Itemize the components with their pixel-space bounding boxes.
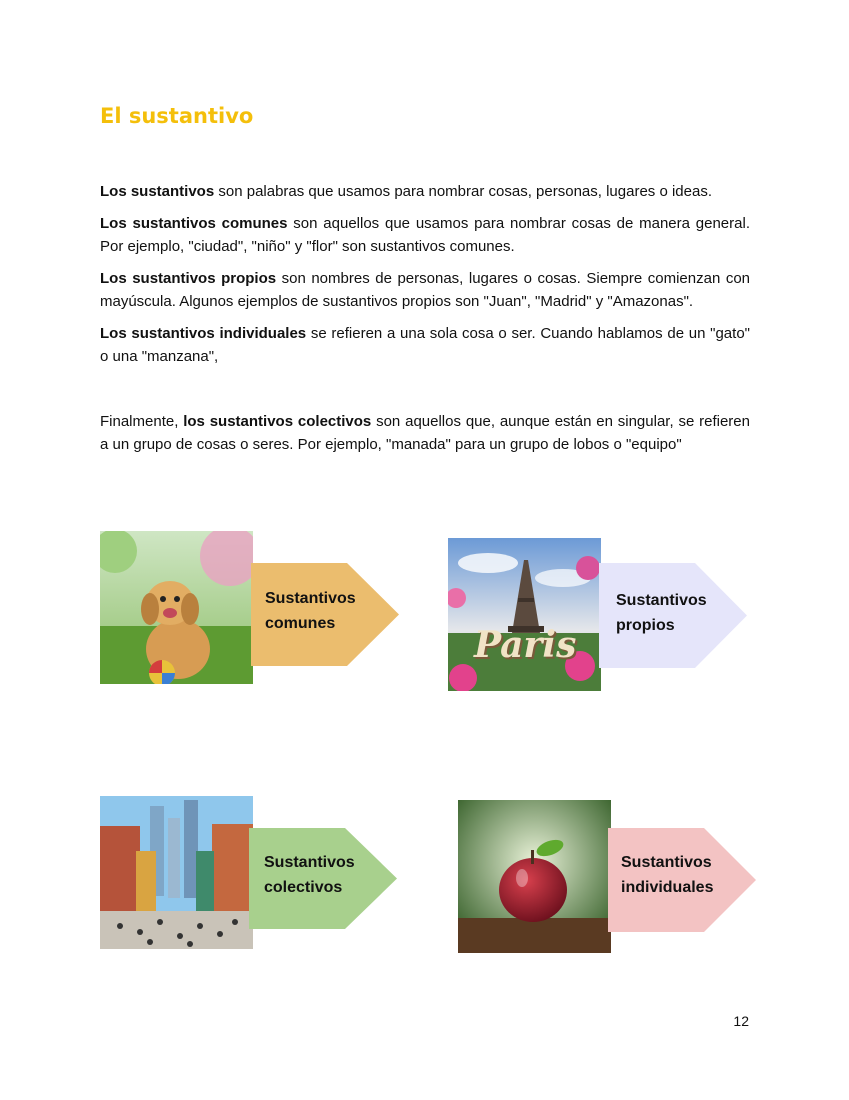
card-label: Sustantivos comunes [265,590,356,632]
label-arrow-propios [599,563,747,668]
paragraph-text: son aquellos que usamos para nombrar cosas de manera general. Por ejemplo, "ciudad", "niño" y "flor" son sustantivos comunes. [100,215,750,255]
paris-image-text: Paris [474,624,577,666]
bold-term: Los sustantivos comunes [100,215,288,232]
card-label: Sustantivos propios [616,592,707,634]
puppy-image [100,531,253,684]
city-image [100,796,253,949]
paragraph-colectivos [100,410,750,456]
label-arrow-individuales [608,828,756,932]
page-title: El sustantivo [100,104,254,128]
paragraph-text: son nombres de personas, lugares o cosas. Siempre comienzan con mayúscula. Algunos ejemplos de sustantivos propios son "Juan", "Madrid" y "Amazonas". [100,270,750,310]
paragraph-prefix: Finalmente, [100,413,184,430]
paragraph-comunes [100,212,750,258]
bold-term: Los sustantivos individuales [100,325,307,342]
paragraph-individuales [100,322,750,368]
paragraph-text: son palabras que usamos para nombrar cosas, personas, lugares o ideas. [214,183,712,200]
paragraph-text: se refieren a una sola cosa o ser. Cuando hablamos de un "gato" o una "manzana", [100,325,750,365]
bold-term: Los sustantivos propios [100,270,277,287]
bold-term: Los sustantivos [100,183,215,200]
paragraph-propios [100,267,750,313]
page-number: 12 [733,1013,749,1029]
card-label: Sustantivos individuales [621,854,714,896]
bold-term: los sustantivos colectivos [183,413,372,430]
paris-image [448,538,601,691]
paragraph-sustantivos [100,180,750,203]
paragraph-text: son aquellos que, aunque están en singular, se refieren a un grupo de cosas o seres. Por ejemplo, "manada" para un grupo de lobos o "equipo" [100,413,750,453]
label-arrow-colectivos [249,828,397,929]
apple-image [458,800,611,953]
label-arrow-comunes [251,563,399,666]
card-label: Sustantivos colectivos [264,854,355,896]
